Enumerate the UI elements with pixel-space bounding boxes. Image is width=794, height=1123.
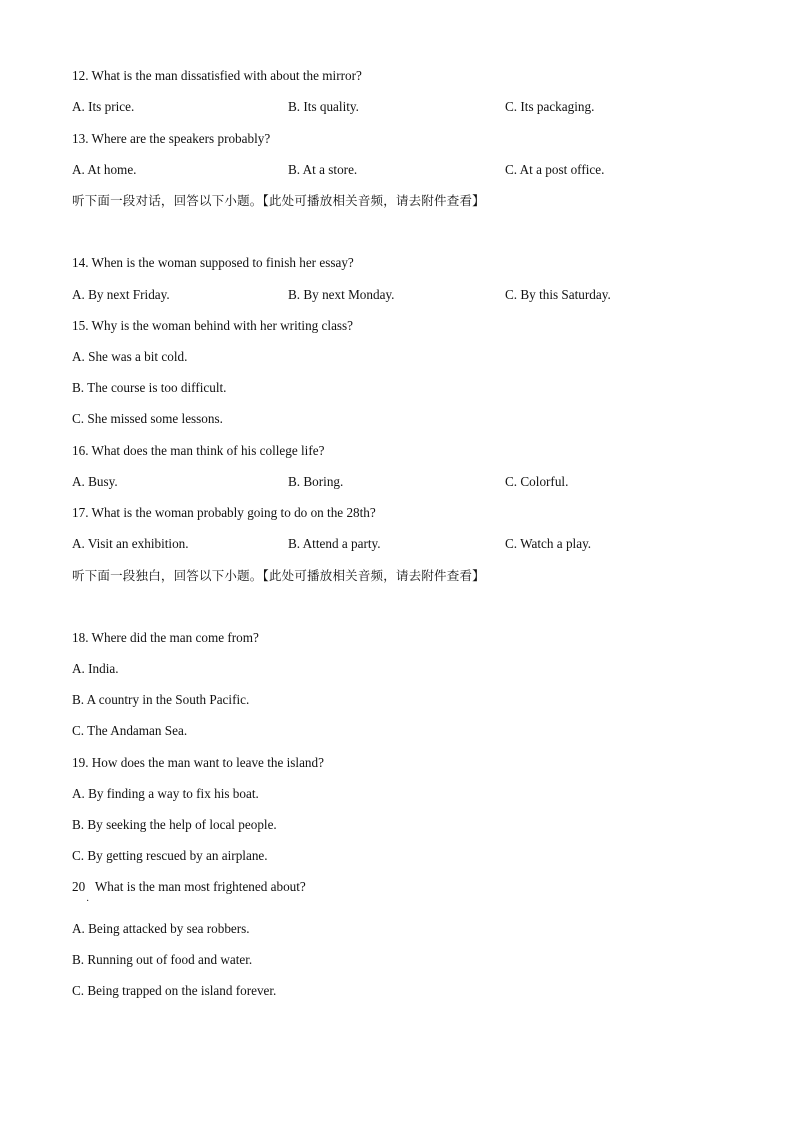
option-12-b: B. Its quality.	[288, 99, 359, 114]
option-16-c: C. Colorful.	[505, 474, 569, 489]
question-15: 15. Why is the woman behind with her writing class?	[72, 318, 354, 333]
option-19-a: A. By finding a way to fix his boat.	[72, 786, 259, 801]
option-16-a: A. Busy.	[72, 474, 118, 489]
option-16-b: B. Boring.	[288, 474, 344, 489]
options-13	[72, 162, 732, 178]
option-15-b: B. The course is too difficult.	[72, 380, 227, 395]
question-20: 20 What is the man most frightened about?	[72, 879, 306, 894]
option-18-b: B. A country in the South Pacific.	[72, 692, 250, 707]
options-16	[72, 474, 732, 490]
option-17-c: C. Watch a play.	[505, 536, 592, 551]
question-19: 19. How does the man want to leave the island?	[72, 755, 324, 770]
instruction-monologue: 听下面一段独白，回答以下小题。【此处可播放相关音频，请去附件查看】	[72, 568, 485, 583]
option-13-a: A. At home.	[72, 162, 137, 177]
option-14-c: C. By this Saturday.	[505, 287, 611, 302]
option-14-b: B. By next Monday.	[288, 287, 395, 302]
question-13: 13. Where are the speakers probably?	[72, 131, 271, 146]
option-17-a: A. Visit an exhibition.	[72, 536, 189, 551]
option-13-c: C. At a post office.	[505, 162, 605, 177]
question-18: 18. Where did the man come from?	[72, 630, 259, 645]
option-15-c: C. She missed some lessons.	[72, 411, 223, 426]
option-12-a: A. Its price.	[72, 99, 135, 114]
option-19-b: B. By seeking the help of local people.	[72, 817, 277, 832]
option-18-c: C. The Andaman Sea.	[72, 723, 188, 738]
option-19-c: C. By getting rescued by an airplane.	[72, 848, 268, 863]
option-20-c: C. Being trapped on the island forever.	[72, 983, 277, 998]
question-12: 12. What is the man dissatisfied with about the mirror?	[72, 68, 362, 83]
question-14: 14. When is the woman supposed to finish her essay?	[72, 255, 354, 270]
option-14-a: A. By next Friday.	[72, 287, 170, 302]
option-20-a: A. Being attacked by sea robbers.	[72, 921, 250, 936]
question-17: 17. What is the woman probably going to do on the 28th?	[72, 505, 376, 520]
options-12	[72, 99, 732, 115]
instruction-dialogue: 听下面一段对话，回答以下小题。【此处可播放相关音频，请去附件查看】	[72, 193, 485, 208]
option-18-a: A. India.	[72, 661, 119, 676]
question-16: 16. What does the man think of his college life?	[72, 443, 325, 458]
option-15-a: A. She was a bit cold.	[72, 349, 188, 364]
option-12-c: C. Its packaging.	[505, 99, 595, 114]
option-17-b: B. Attend a party.	[288, 536, 381, 551]
option-20-b: B. Running out of food and water.	[72, 952, 253, 967]
options-17	[72, 536, 732, 552]
stray-dot-mark: ·	[86, 896, 90, 907]
options-14	[72, 287, 732, 303]
option-13-b: B. At a store.	[288, 162, 358, 177]
